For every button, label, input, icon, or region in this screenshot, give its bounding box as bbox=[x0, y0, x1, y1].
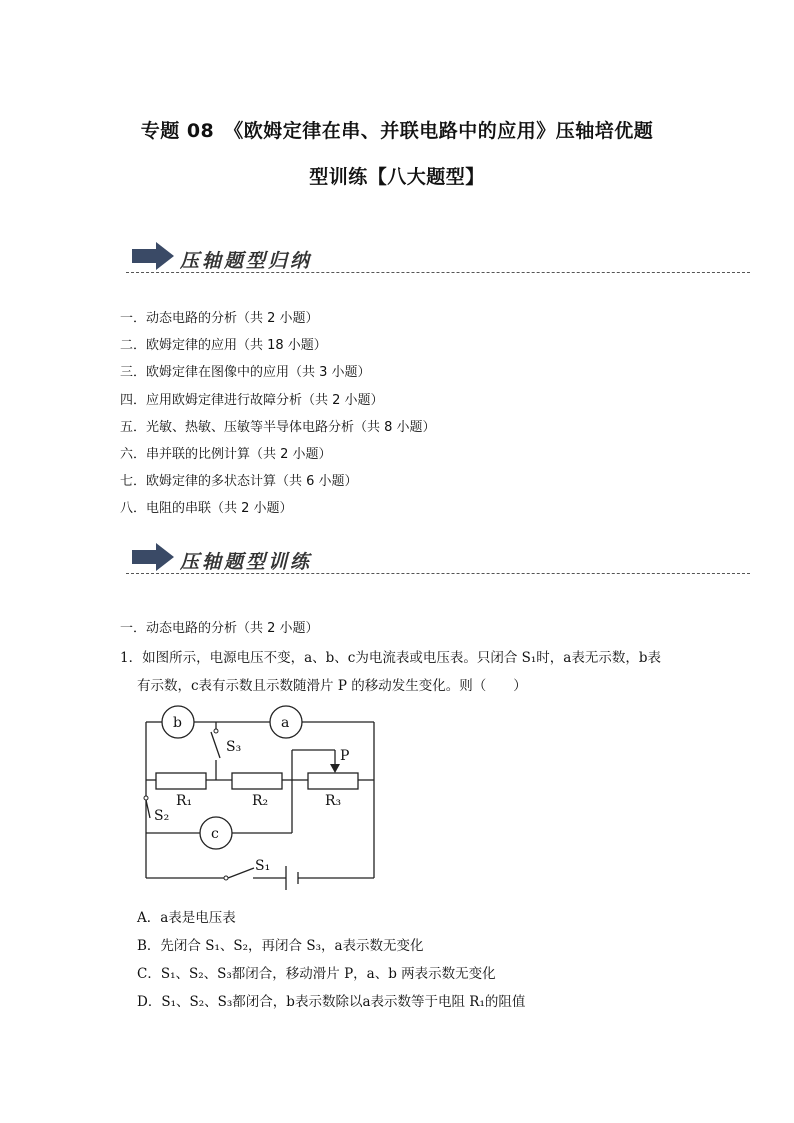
page-title-line1: 专题 08 《欧姆定律在串、并联电路中的应用》压轴培优题 bbox=[140, 120, 654, 142]
topic-item: 一．动态电路的分析（共 2 小题） bbox=[120, 311, 319, 326]
topic-item: 三．欧姆定律在图像中的应用（共 3 小题） bbox=[120, 365, 371, 381]
arrow-icon bbox=[132, 543, 174, 571]
arrow-icon bbox=[132, 242, 174, 270]
meter-c-label: c bbox=[211, 826, 219, 842]
topic-item: 七．欧姆定律的多状态计算（共 6 小题） bbox=[120, 474, 358, 490]
meter-b-label: b bbox=[173, 715, 182, 731]
topic-item: 五．光敏、热敏、压敏等半导体电路分析（共 8 小题） bbox=[120, 419, 436, 435]
switch-s1-label: S₁ bbox=[255, 858, 271, 874]
divider bbox=[126, 272, 750, 273]
question-text-line2: 有示数，c表有示数且示数随滑片 P 的移动发生变化。则（ ） bbox=[137, 678, 527, 694]
section-heading: 一．动态电路的分析（共 2 小题） bbox=[120, 621, 319, 636]
resistor-r3-label: R₃ bbox=[325, 793, 342, 809]
slider-p-label: P bbox=[340, 748, 350, 764]
question-text-line1: 1．如图所示，电源电压不变，a、b、c为电流表或电压表。只闭合 S₁时，a表无示数，b表 bbox=[120, 650, 661, 666]
resistor-r2-label: R₂ bbox=[252, 793, 269, 809]
banner-title: 压轴题型训练 bbox=[180, 551, 313, 573]
page-title-line2: 型训练【八大题型】 bbox=[309, 166, 485, 188]
banner-title: 压轴题型归纳 bbox=[180, 250, 313, 272]
option-b: B．先闭合 S₁、S₂，再闭合 S₃，a表示数无变化 bbox=[137, 938, 424, 954]
divider bbox=[126, 573, 750, 574]
option-c: C．S₁、S₂、S₃都闭合，移动滑片 P，a、b 两表示数无变化 bbox=[137, 966, 496, 982]
resistor-r1-label: R₁ bbox=[176, 793, 193, 809]
option-d: D．S₁、S₂、S₃都闭合，b表示数除以a表示数等于电阻 R₁的阻值 bbox=[137, 994, 526, 1010]
switch-s3-label: S₃ bbox=[226, 739, 242, 755]
section-banner-training bbox=[120, 543, 750, 583]
circuit-diagram bbox=[140, 700, 385, 890]
topic-item: 八．电阻的串联（共 2 小题） bbox=[120, 501, 293, 517]
switch-s2-label: S₂ bbox=[154, 808, 170, 824]
section-banner-summary bbox=[120, 242, 750, 282]
meter-a-label: a bbox=[281, 715, 290, 731]
topic-item: 六．串并联的比例计算（共 2 小题） bbox=[120, 446, 332, 462]
topic-item: 四．应用欧姆定律进行故障分析（共 2 小题） bbox=[120, 392, 384, 408]
topic-list bbox=[120, 307, 436, 525]
topic-item: 二．欧姆定律的应用（共 18 小题） bbox=[120, 338, 327, 354]
option-a: A．a表是电压表 bbox=[137, 910, 236, 926]
